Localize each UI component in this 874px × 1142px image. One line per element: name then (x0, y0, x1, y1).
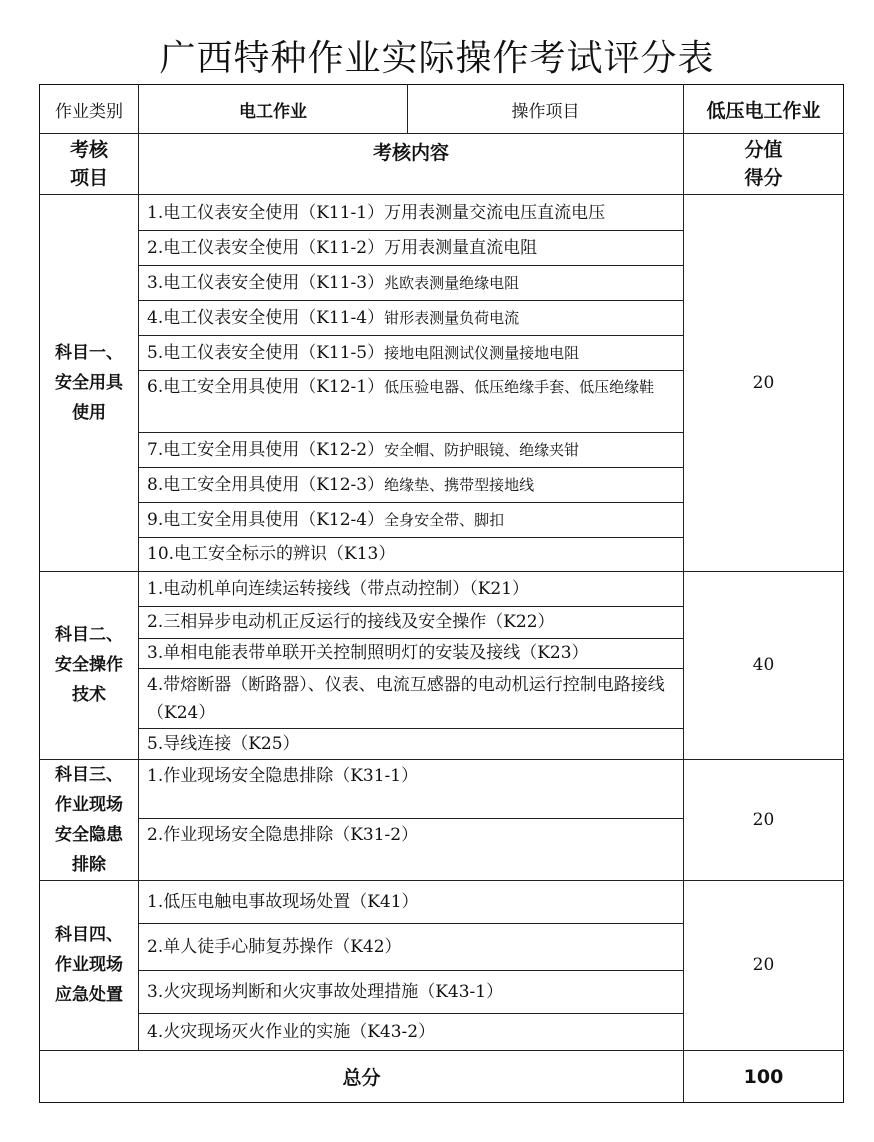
table-row (139, 923, 683, 970)
total-value: 100 (743, 1065, 784, 1088)
table-row (139, 728, 683, 759)
item-detail-text: 安全帽、防护眼镜、绝缘夹钳 (384, 441, 580, 459)
table-row (139, 880, 683, 923)
item-main-text: 1.作业现场安全隐患排除（K31-1） (147, 766, 419, 786)
item-main-text: 1.电动机单向连续运转接线（带点动控制）（K21） (147, 579, 530, 599)
table-row (139, 502, 683, 537)
grid-line (407, 84, 408, 133)
item-main-text: 2.电工仪表安全使用（K11-2）万用表测量直流电阻 (147, 238, 538, 258)
table-row (139, 335, 683, 370)
item-main-text: 3.电工仪表安全使用（K11-3） (147, 273, 385, 293)
table-row (139, 759, 683, 818)
column-header-item-line1: 考核 (69, 139, 108, 161)
column-header-score-line2: 得分 (744, 167, 783, 189)
item-main-text: 7.电工安全用具使用（K12-2） (147, 440, 385, 460)
column-header-score (684, 134, 843, 194)
table-row (139, 370, 683, 432)
table-row (139, 230, 683, 265)
grid-line (39, 1050, 844, 1051)
section-name-line: 排除 (72, 854, 106, 875)
column-header-item (40, 134, 138, 194)
item-detail-text: 全身安全带、脚扣 (384, 511, 505, 529)
item-main-text: 1.低压电触电事故现场处置（K41） (147, 892, 419, 912)
item-main-text: 3.火灾现场判断和火灾事故处理措施（K43-1） (147, 982, 504, 1002)
total-label: 总分 (342, 1067, 381, 1089)
section-name-line: 科目二、 (55, 625, 123, 645)
item-main-text: 10.电工安全标示的辨识（K13） (147, 544, 396, 564)
item-main-text: 5.电工仪表安全使用（K11-5） (147, 343, 385, 363)
section-name (40, 759, 138, 880)
grid-line (39, 133, 844, 134)
section-name (40, 571, 138, 759)
column-header-item-line2: 项目 (69, 167, 108, 189)
table-row (139, 818, 683, 880)
section-name-line: 科目一、 (55, 343, 123, 363)
item-detail-text: 兆欧表测量绝缘电阻 (384, 274, 520, 292)
table-row (139, 638, 683, 668)
item-detail-text: 钳形表测量负荷电流 (384, 309, 520, 327)
table-row (139, 467, 683, 502)
item-detail-text: 接地电阻测试仪测量接地电阻 (384, 344, 580, 362)
item-main-text: 6.电工安全用具使用（K12-1） (147, 377, 385, 397)
section-name-line: 作业现场 (55, 955, 123, 975)
section-score: 20 (752, 373, 775, 393)
table-row (139, 537, 683, 571)
table-row (139, 265, 683, 300)
table-row (139, 606, 683, 638)
table-row (139, 1013, 683, 1050)
table-row (139, 432, 683, 467)
item-main-text: 4.带熔断器（断路器）、仪表、电流互感器的电动机运行控制电路接线（K24） (147, 675, 665, 723)
section-name-line: 使用 (72, 403, 106, 423)
section-name-line: 安全用具 (55, 373, 123, 393)
section-score: 40 (752, 655, 775, 675)
table-row (139, 195, 683, 230)
section-score: 20 (752, 809, 775, 830)
table-row (139, 668, 683, 728)
section-name (40, 195, 138, 571)
section-name-line: 技术 (72, 685, 106, 705)
item-main-text: 4.电工仪表安全使用（K11-4） (147, 308, 385, 328)
item-detail-text: 低压验电器、低压绝缘手套、低压绝缘鞋 (384, 378, 655, 396)
table-row (139, 300, 683, 335)
table-row (139, 970, 683, 1013)
item-detail-text: 绝缘垫、携带型接地线 (384, 476, 535, 494)
item-main-text: 2.作业现场安全隐患排除（K31-2） (147, 825, 419, 845)
section-score: 20 (752, 955, 775, 975)
item-main-text: 4.火灾现场灭火作业的实施（K43-2） (147, 1022, 436, 1042)
operation-value: 低压电工作业 (706, 99, 821, 122)
section-name-line: 科目四、 (55, 925, 123, 945)
column-header-content: 考核内容 (372, 142, 449, 164)
section-name-line: 科目三、 (55, 764, 123, 785)
item-main-text: 9.电工安全用具使用（K12-4） (147, 510, 385, 530)
section-name (40, 880, 138, 1050)
table-row (139, 571, 683, 606)
item-main-text: 2.单人徒手心肺复苏操作（K42） (147, 937, 402, 957)
operation-label: 操作项目 (511, 101, 580, 122)
section-name-line: 应急处置 (55, 985, 123, 1005)
item-main-text: 3.单相电能表带单联开关控制照明灯的安装及接线（K23） (147, 643, 589, 663)
section-name-line: 作业现场 (55, 794, 123, 815)
item-main-text: 2.三相异步电动机正反运行的接线及安全操作（K22） (147, 612, 555, 632)
section-name-line: 安全操作 (55, 655, 123, 675)
page-title: 广西特种作业实际操作考试评分表 (159, 38, 715, 79)
job-category-value: 电工作业 (239, 101, 307, 122)
item-main-text: 8.电工安全用具使用（K12-3） (147, 475, 385, 495)
column-header-score-line1: 分值 (744, 139, 783, 161)
item-main-text: 5.导线连接（K25） (147, 734, 300, 754)
job-category-label: 作业类别 (55, 101, 123, 122)
item-main-text: 1.电工仪表安全使用（K11-1）万用表测量交流电压直流电压 (147, 203, 606, 223)
section-name-line: 安全隐患 (55, 824, 123, 845)
